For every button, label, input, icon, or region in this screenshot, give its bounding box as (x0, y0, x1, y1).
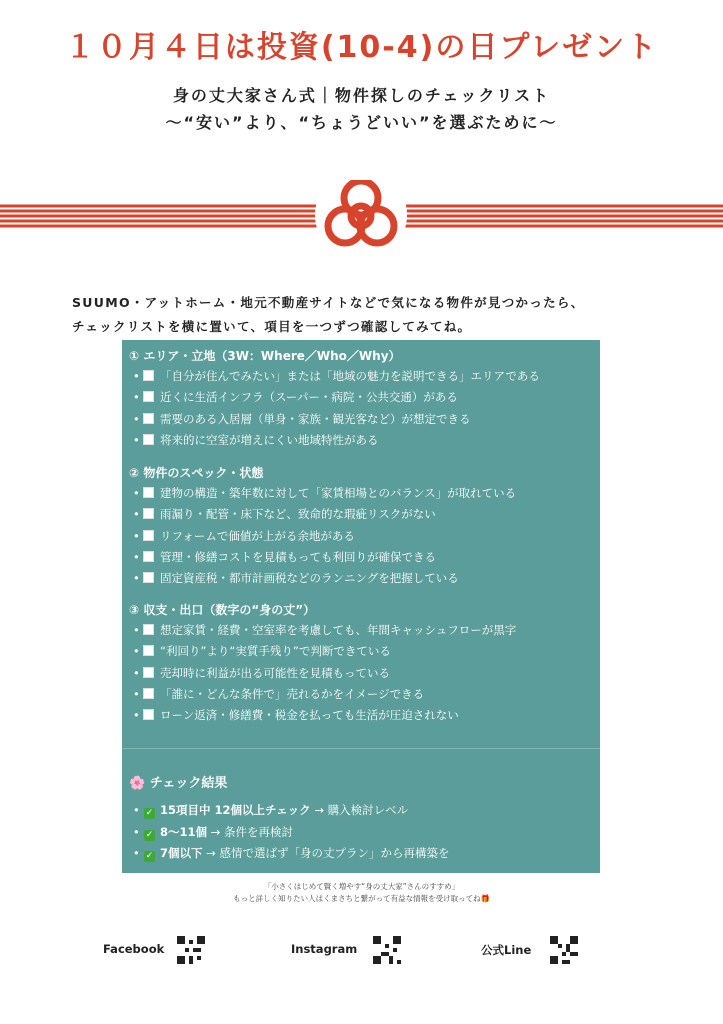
section-heading: ③ 収支・出口（数字の“身の丈”） (129, 603, 316, 617)
section-heading: ② 物件のスペック・状態 (129, 466, 264, 480)
checklist-item: • 建物の構造・築年数に対して「家賃相場とのバランス」が取れている (133, 486, 517, 500)
checkbox[interactable] (143, 434, 154, 445)
result-section (129, 772, 595, 865)
divider (122, 748, 600, 749)
checkbox[interactable] (143, 572, 154, 583)
result-heading: 🌸 チェック結果 (129, 776, 228, 791)
check-mark-icon: ✓ (145, 808, 154, 818)
intro-line-2: チェックリストを横に置いて、項目を一つずつ確認してみてね。 (72, 319, 472, 334)
result-item: • ✓ 7個以下 → 感情で選ばず「身の丈プラン」から再構築を (133, 846, 450, 861)
checkbox[interactable] (143, 551, 154, 562)
footer-line-2: もっと詳しく知りたい人はくまさちと繋がって有益な情報を受け取ってね🎁 (233, 894, 490, 903)
subtitle-line-2: 〜“安い”より、“ちょうどいい”を選ぶために〜 (165, 113, 558, 132)
checklist-item: • ローン返済・修繕費・税金を払っても生活が圧迫されない (133, 708, 459, 723)
checklist (129, 620, 595, 726)
checkbox[interactable] (143, 508, 154, 519)
mizuhiki-band (0, 180, 723, 250)
result-list (129, 800, 595, 865)
section-heading: ① エリア・立地（3W：Where／Who／Why） (129, 349, 401, 363)
facebook-qr-code-icon[interactable] (177, 936, 205, 964)
instagram-qr-code-icon[interactable] (373, 936, 401, 964)
section-spec (129, 463, 595, 589)
checklist-item: • “利回り”より“実質手残り”で判断できている (133, 644, 391, 659)
result-item: • ✓ 15項目中 12個以上チェック → 購入検討レベル (133, 803, 409, 818)
intro-line-1: SUUMO・アットホーム・地元不動産サイトなどで気になる物件が見つかったら、 (72, 295, 585, 310)
checklist (129, 366, 595, 451)
facebook-label: Facebook (103, 942, 165, 956)
checklist-item: • 固定資産税・都市計画税などのランニングを把握している (133, 571, 459, 586)
checklist-item: • 想定家賃・経費・空室率を考慮しても、年間キャッシュフローが黒字 (133, 623, 517, 637)
checklist-item: • 近くに生活インフラ（スーパー・病院・公共交通）がある (133, 390, 458, 405)
subtitle (0, 82, 723, 136)
checkbox[interactable] (143, 645, 154, 656)
line-label: 公式Line (481, 943, 532, 957)
checklist-item: • リフォームで価値が上がる余地がある (133, 528, 355, 543)
checkbox[interactable] (143, 709, 154, 720)
section-area (129, 346, 595, 451)
instagram-label: Instagram (291, 942, 358, 956)
checkbox[interactable] (143, 667, 154, 678)
checkbox[interactable] (143, 413, 154, 424)
result-item: • ✓ 8〜11個 → 条件を再検討 (133, 824, 293, 840)
check-mark-icon: ✓ (145, 851, 154, 861)
checkbox[interactable] (143, 530, 154, 541)
checklist-item: • 売却時に利益が出る可能性を見積もっている (133, 665, 390, 680)
footer-line-1: 「小さくはじめて賢く増やす“身の丈大家”さんのすすめ」 (263, 882, 460, 891)
checkbox[interactable] (143, 487, 154, 498)
line-qr-code-icon[interactable] (550, 936, 578, 964)
subtitle-line-1: 身の丈大家さん式｜物件探しのチェックリスト (172, 86, 551, 105)
checklist-item: • 雨漏り・配管・床下など、致命的な瑕疵リスクがない (133, 507, 436, 522)
checkbox[interactable] (143, 391, 154, 402)
cherry-blossom-icon: 🌸 (129, 776, 146, 791)
checklist-item: • 「誰に・どんな条件で」売れるかをイメージできる (133, 686, 425, 701)
intro-text (72, 291, 672, 339)
checkbox[interactable] (143, 624, 154, 635)
checkbox[interactable] (143, 688, 154, 699)
page-title: １０月４日は投資(10-4)の日プレゼント (64, 30, 659, 65)
checkbox[interactable] (143, 370, 154, 381)
check-mark-icon: ✓ (145, 829, 154, 840)
checklist-item: • 管理・修繕コストを見積もっても利回りが確保できる (133, 549, 436, 564)
section-finance (129, 600, 595, 726)
checklist-item: • 需要のある入居層（単身・家族・観光客など）が想定できる (133, 411, 471, 426)
checklist (129, 483, 595, 589)
checklist-item: • 「自分が住んでみたい」または「地域の魅力を説明できる」エリアである (133, 369, 540, 383)
footer-note (0, 881, 723, 905)
checklist-item: • 将来的に空室が増えにくい地域特性がある (133, 432, 379, 447)
checklist-panel (122, 340, 600, 873)
